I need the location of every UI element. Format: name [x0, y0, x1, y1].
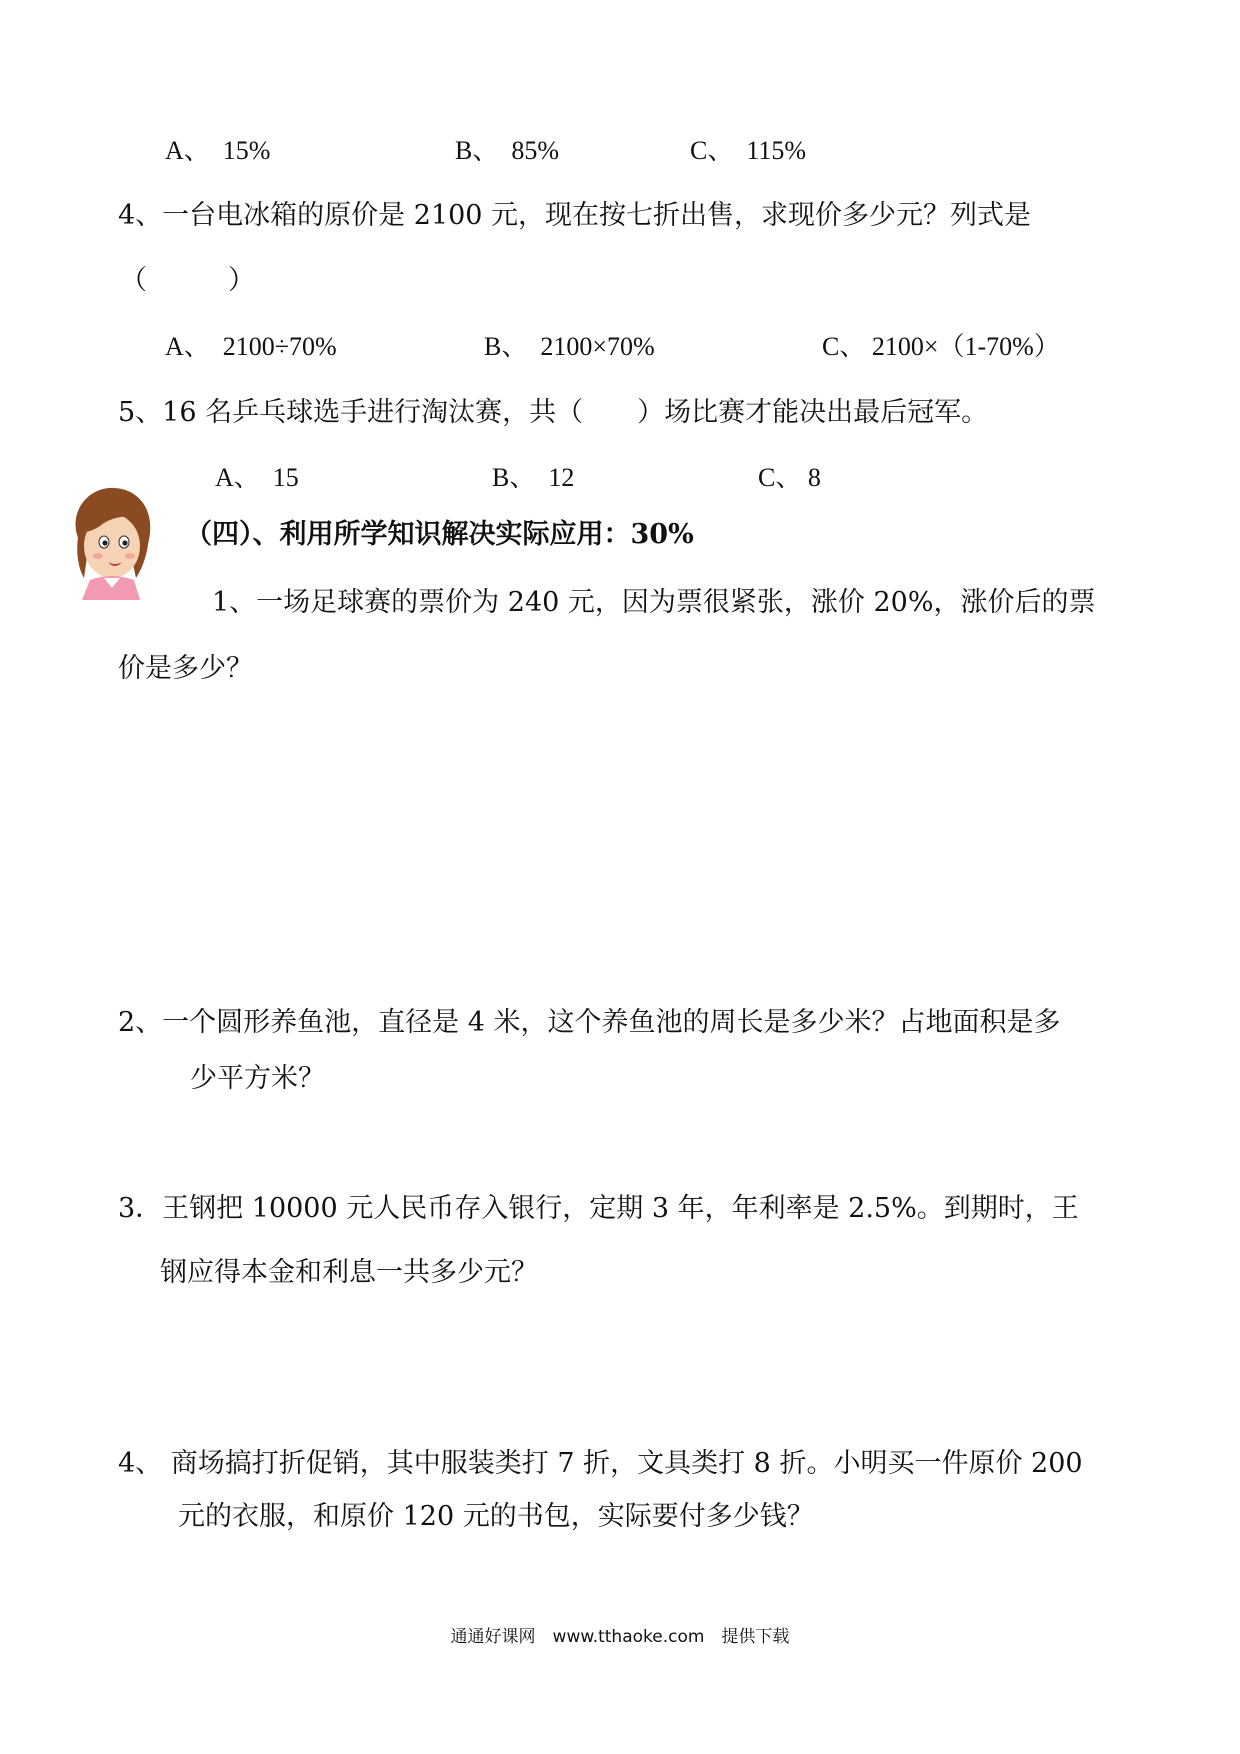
q3-option-a: A、 15% [165, 136, 271, 165]
problem-4-line1: 4、 商场搞打折促销，其中服装类打 7 折，文具类打 8 折。小明买一件原价 200 [118, 1448, 1083, 1479]
q4-answer-blank: （ ） [120, 265, 255, 296]
problem-3-line1: 3．王钢把 10000 元人民币存入银行，定期 3 年，年利率是 2.5%。到期时，王 [118, 1193, 1079, 1224]
q4-option-c: C、 2100×（1-70%） [822, 332, 1060, 361]
cartoon-girl-icon [60, 480, 160, 600]
q4-option-b: B、 2100×70% [484, 332, 655, 361]
problem-1-line1: 1、一场足球赛的票价为 240 元，因为票很紧张，涨价 20%，涨价后的票 [212, 587, 1096, 618]
q4-option-a: A、 2100÷70% [165, 332, 337, 361]
q3-option-c: C、 115% [690, 136, 807, 165]
problem-2-line1: 2、一个圆形养鱼池，直径是 4 米，这个养鱼池的周长是多少米？占地面积是多 [118, 1007, 1061, 1038]
q4-stem-line1: 4、一台电冰箱的原价是 2100 元，现在按七折出售，求现价多少元？列式是 [118, 200, 1032, 231]
problem-1-line2: 价是多少？ [118, 653, 253, 684]
problem-2-line2: 少平方米？ [190, 1063, 325, 1094]
q5-option-b: B、 12 [492, 463, 575, 492]
problem-4-line2: 元的衣服，和原价 120 元的书包，实际要付多少钱？ [178, 1501, 814, 1532]
q3-option-b: B、 85% [455, 136, 560, 165]
q5-option-c: C、 8 [758, 463, 821, 492]
problem-3-line2: 钢应得本金和利息一共多少元？ [160, 1257, 538, 1288]
q5-option-a: A、 15 [215, 463, 299, 492]
section-4-heading: （四）、利用所学知识解决实际应用：30% [185, 519, 694, 550]
footer-source: 通通好课网 www.tthaoke.com 提供下载 [450, 1627, 790, 1647]
q5-stem: 5、16 名乒乓球选手进行淘汰赛，共（ ）场比赛才能决出最后冠军。 [118, 397, 989, 428]
